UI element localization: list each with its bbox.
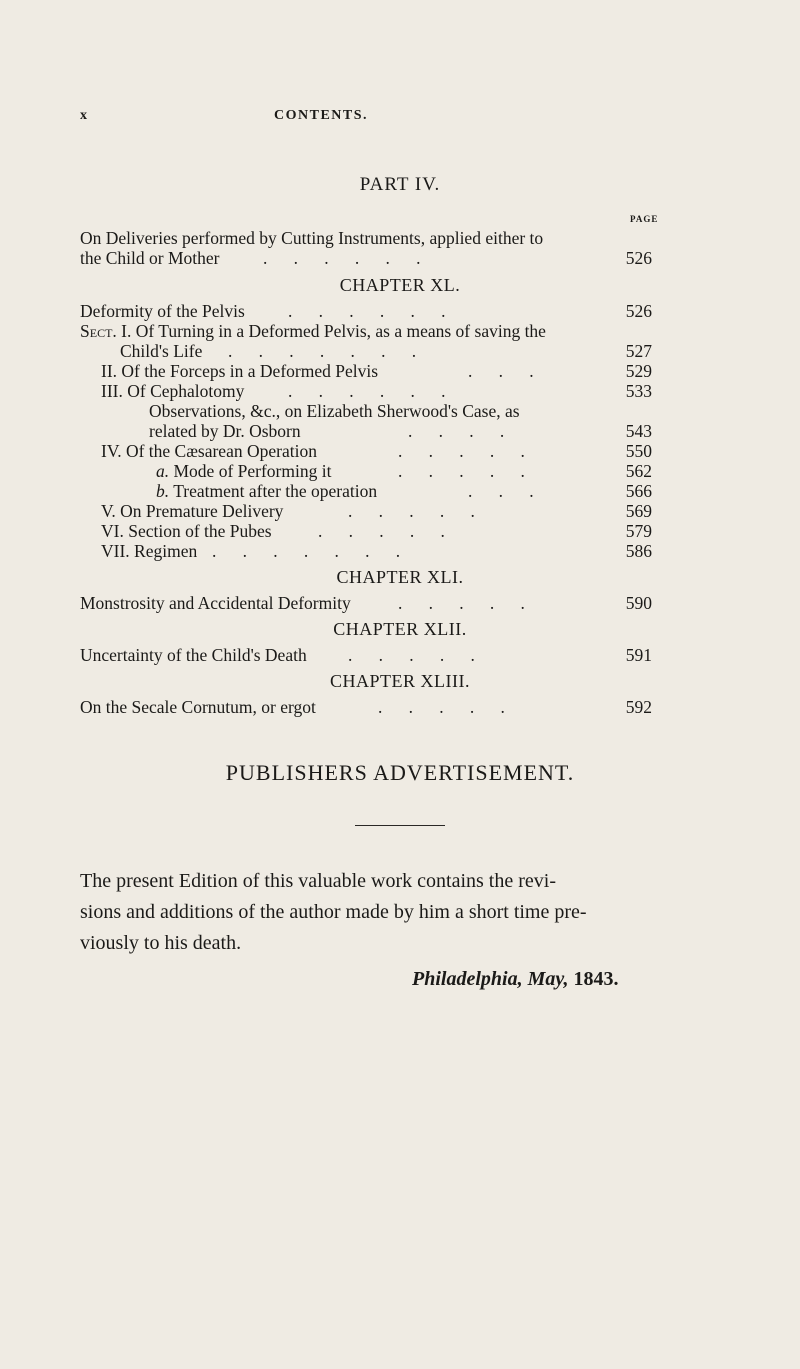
toc-page-number: 566	[625, 481, 652, 501]
leader-dots: . . . . . .	[288, 301, 446, 321]
toc-page-number: 550	[625, 441, 652, 461]
toc-entry-title: Monstrosity and Accidental Deformity	[80, 593, 351, 613]
toc-section-1	[80, 321, 546, 341]
leader-dots: . . . . . . .	[212, 541, 401, 561]
leader-dots: . . . . . .	[263, 248, 421, 268]
page-number: x	[80, 108, 88, 123]
toc-page-number: 529	[625, 361, 652, 381]
toc-section-4: IV. Of the Cæsarean Operation	[101, 441, 317, 461]
toc-section-7: VII. Regimen	[101, 541, 198, 561]
chapter-heading: CHAPTER XLIII.	[330, 671, 470, 691]
place-and-date	[412, 968, 618, 991]
toc-section-2: II. Of the Forceps in a Deformed Pelvis	[101, 361, 379, 381]
chapter-heading: CHAPTER XLI.	[336, 567, 464, 587]
toc-section-4a	[156, 461, 331, 481]
advertisement-line: The present Edition of this valuable work contains the revi-	[80, 870, 556, 892]
running-head-title: CONTENTS.	[274, 108, 369, 123]
running-head	[80, 108, 720, 132]
subsection-mark: a.	[156, 461, 170, 481]
leader-dots: . . . . .	[348, 501, 475, 521]
leader-dots: . . . . .	[398, 593, 525, 613]
toc-page-number: 562	[625, 461, 652, 481]
toc-page-number: 543	[625, 421, 652, 441]
advertisement-line: sions and additions of the author made by him a short time pre-	[80, 901, 587, 923]
toc-entry-title: On the Secale Cornutum, or ergot	[80, 697, 316, 717]
divider-rule	[355, 825, 445, 826]
leader-dots: . . . . .	[398, 461, 525, 481]
leader-dots: . . . . . . .	[228, 341, 417, 361]
leader-dots: . . . . .	[378, 697, 505, 717]
toc-page-number: 592	[625, 697, 652, 717]
leader-dots: . . . . . .	[288, 381, 446, 401]
toc-entry-title: Uncertainty of the Child's Death	[80, 645, 307, 665]
leader-dots: . . . .	[408, 421, 505, 441]
toc-page-number: 586	[625, 541, 652, 561]
toc-page-number: 526	[625, 248, 652, 268]
chapter-heading: CHAPTER XLII.	[333, 619, 467, 639]
page-column-label: PAGE	[630, 214, 659, 224]
toc-page-number: 527	[625, 341, 652, 361]
toc-part-entry-line2: the Child or Mother	[80, 248, 220, 268]
leader-dots: . . . . .	[318, 521, 445, 541]
advertisement-line: viously to his death.	[80, 932, 242, 954]
toc-section-6: VI. Section of the Pubes	[101, 521, 272, 541]
part-heading: PART IV.	[359, 174, 441, 195]
year: 1843.	[573, 968, 619, 990]
chapter-heading: CHAPTER XL.	[339, 275, 461, 295]
section-1-line1: I. Of Turning in a Deformed Pelvis, as a means of saving the	[121, 321, 546, 341]
subsection-mark: b.	[156, 481, 170, 501]
leader-dots: . . . . .	[398, 441, 525, 461]
advertisement-title: PUBLISHERS ADVERTISEMENT.	[225, 760, 575, 785]
leader-dots: . . .	[468, 481, 534, 501]
toc-section-3: III. Of Cephalotomy	[101, 381, 245, 401]
leader-dots: . . .	[468, 361, 534, 381]
section-prefix: Sect.	[80, 321, 117, 341]
leader-dots: . . . . .	[348, 645, 475, 665]
toc-section-1-line2: Child's Life	[120, 341, 203, 361]
toc-page-number: 579	[625, 521, 652, 541]
toc-observations-line1: Observations, &c., on Elizabeth Sherwood's Case, as	[149, 401, 520, 421]
subsection-title: Mode of Performing it	[173, 461, 332, 481]
toc-part-entry-line1: On Deliveries performed by Cutting Instruments, applied either to	[80, 228, 544, 248]
toc-page-number: 533	[625, 381, 652, 401]
toc-page-number: 526	[625, 301, 652, 321]
toc-section-5: V. On Premature Delivery	[101, 501, 284, 521]
toc-section-4b	[156, 481, 377, 501]
toc-observations-line2: related by Dr. Osborn	[149, 421, 301, 441]
toc-page-number: 591	[625, 645, 652, 665]
subsection-title: Treatment after the operation	[173, 481, 378, 501]
advertisement-body	[80, 866, 660, 959]
toc-entry-title: Deformity of the Pelvis	[80, 301, 245, 321]
toc-page-number: 590	[625, 593, 652, 613]
place-date-text: Philadelphia, May,	[412, 968, 569, 990]
toc-page-number: 569	[625, 501, 652, 521]
